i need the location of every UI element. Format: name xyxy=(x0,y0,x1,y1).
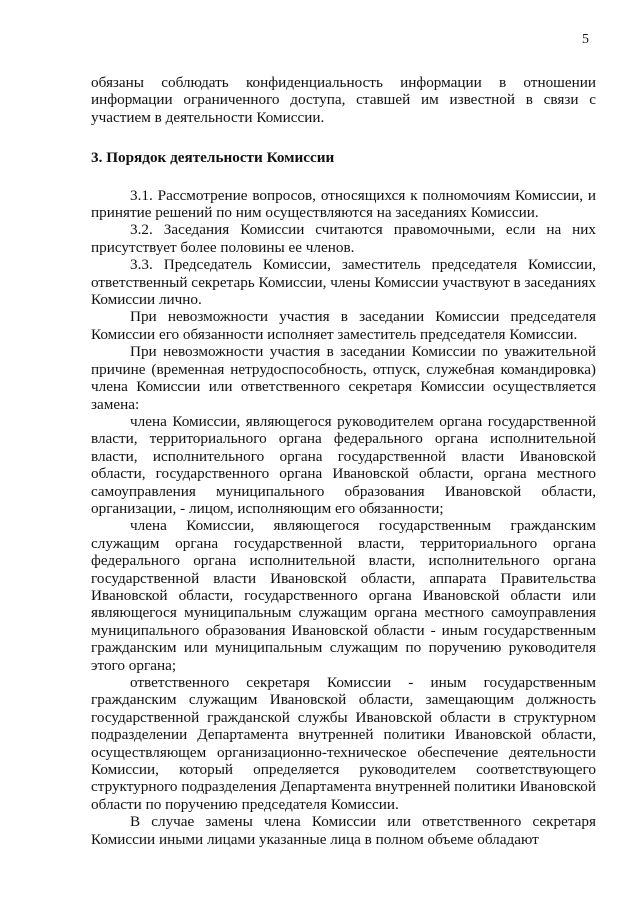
section-heading: 3. Порядок деятельности Комиссии xyxy=(91,149,335,167)
paragraph-replacement-intro: При невозможности участия в заседании Комиссии по уважительной причине (временная нетрудоспособность, отпуск, служебная командировка) члена Комиссии или ответственного секретаря Комиссии осуществляется замена: xyxy=(91,343,596,413)
paragraph-secretary: ответственного секретаря Комиссии - иным государственным гражданским служащим Ивановской области, замещающим должность государственной гражданской службы Ивановской области в структурном подразделении Департамента внутренней политики Ивановской области, осуществляющем организационно-техническое обеспечение деятельности Комиссии, который определяется руководителем соответствующего структурного подразделения Департамента внутренней политики Ивановской области по поручению председателя Комиссии. xyxy=(91,674,596,813)
paragraph-chair-absence: При невозможности участия в заседании Комиссии председателя Комиссии его обязанности исполняет заместитель председателя Комиссии. xyxy=(91,308,596,343)
paragraph-3-3: 3.3. Председатель Комиссии, заместитель председателя Комиссии, ответственный секретарь Комиссии, члены Комиссии участвуют в заседаниях Комиссии лично. xyxy=(91,256,596,309)
paragraph-replacement-rights: В случае замены члена Комиссии или ответственного секретаря Комиссии иными лицами указанные лица в полном объеме обладают xyxy=(91,813,596,848)
paragraph-member-servant: члена Комиссии, являющегося государственным гражданским служащим органа государственной власти, территориального органа федерального органа исполнительной власти, исполнительного органа государственной власти Ивановской области, аппарата Правительства Ивановской области, государственного органа Ивановской области или являющегося муниципальным служащим органа местного самоуправления муниципального образования Ивановской области - иным государственным гражданским или муниципальным служащим по поручению руководителя этого органа; xyxy=(91,517,596,674)
paragraph-3-1: 3.1. Рассмотрение вопросов, относящихся к полномочиям Комиссии, и принятие решений по ним осуществляются на заседаниях Комиссии. xyxy=(91,186,596,222)
intro-paragraph: обязаны соблюдать конфиденциальность информации в отношении информации ограниченного доступа, ставшей им известной в связи с участием в деятельности Комиссии. xyxy=(91,74,596,126)
paragraph-3-2: 3.2. Заседания Комиссии считаются правомочными, если на них присутствует более половины ее членов. xyxy=(91,221,596,256)
page-number: 5 xyxy=(582,32,589,47)
document-body xyxy=(91,74,596,848)
paragraph-member-head: члена Комиссии, являющегося руководителем органа государственной власти, территориального органа федерального органа исполнительной власти, исполнительного органа государственной власти Ивановской области, государственного органа Ивановской области, органа местного самоуправления муниципального образования Ивановской области, организации, - лицом, исполняющим его обязанности; xyxy=(91,412,596,517)
